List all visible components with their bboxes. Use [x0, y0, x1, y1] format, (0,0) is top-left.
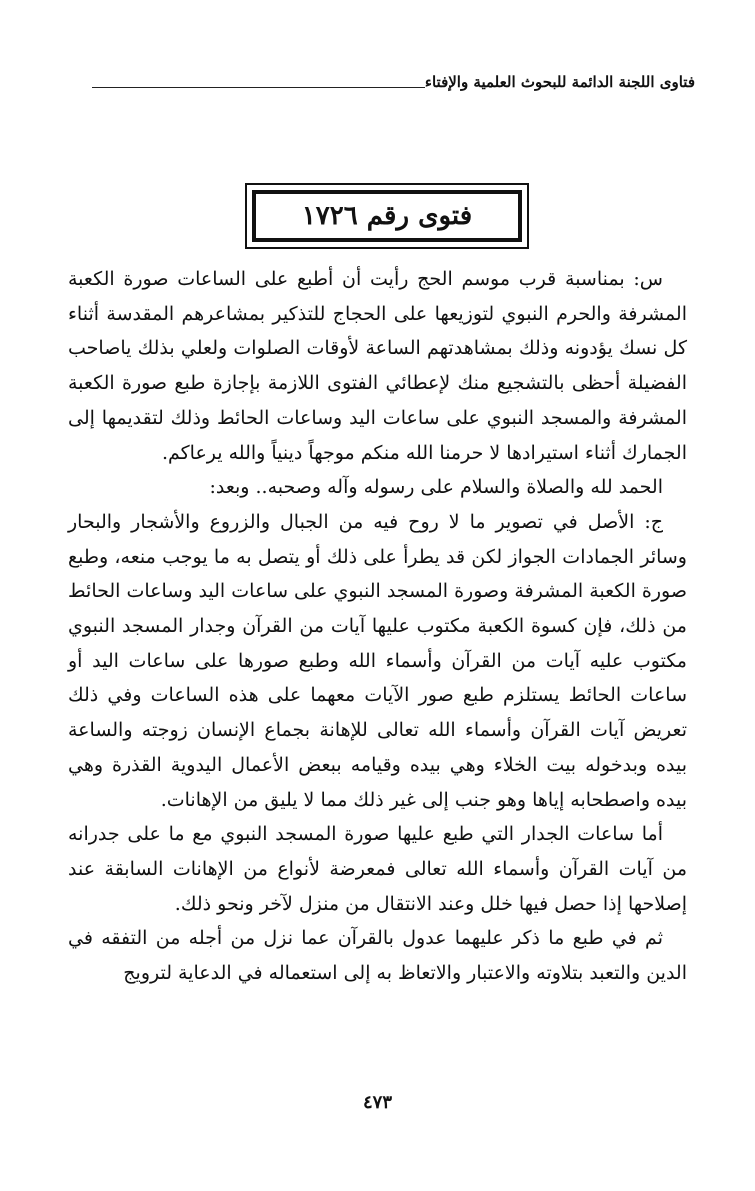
praise-paragraph: الحمد لله والصلاة والسلام على رسوله وآله وصحبه.. وبعد: — [209, 476, 663, 499]
closing-paragraph: ثم في طبع ما ذكر عليهما عدول بالقرآن عما نزل من أجله من التفقه في الدين والتعبد بتلاوته والاعتبار والاتعاظ به إلى استعماله في الدعاية لترويج — [68, 927, 687, 985]
fatwa-title: فتوى رقم ١٧٢٦ — [252, 190, 522, 242]
header-rule — [92, 87, 425, 88]
answer-paragraph: ج: الأصل في تصوير ما لا روح فيه من الجبال والزروع والأشجار والبحار وسائر الجمادات الجواز لكن قد يطرأ على ذلك أو يتصل به ما يوجب منعه، وطبع صورة الكعبة المشرفة وصورة المسجد النبوي على ساعات اليد وساعات الحائط من ذلك، فإن كسوة الكعبة مكتوب عليها آيات من القرآن وجدار المسجد النبوي مكتوب عليه آيات من القرآن وأسماء الله وطبع صورها على ساعات اليد أو ساعات الحائط يستلزم طبع صور الآيات معهما على هذه الساعات وفي ذلك تعريض آيات القرآن وأسماء الله تعالى للإهانة بجماع الإنسان زوجته والساعة بيده وبدخوله بيت الخلاء وهي بيده وقيامه ببعض الأعمال اليدوية القذرة وهي بيده واصطحابه إياها وهو جنب إلى غير ذلك مما لا يليق من الإهانات. — [68, 510, 687, 811]
page-number: ٤٧٣ — [362, 1092, 392, 1113]
question-paragraph: س: بمناسبة قرب موسم الحج رأيت أن أطبع على الساعات صورة الكعبة المشرفة والحرم النبوي لتوزيعها على الحجاج للتذكير بمشاعرهم المقدسة أثناء كل نسك يؤدونه وذلك بمشاهدتهم الساعة لأوقات الصلوات ولعلي بذلك ياصاحب الفضيلة أحظى بالتشجيع منك لإعطائي الفتوى اللازمة بإجازة طبع صورة الكعبة المشرفة والمسجد النبوي على ساعات اليد وساعات الحائط وذلك لتقديمها إلى الجمارك أثناء استيرادها لا حرمنا الله منكم موجهاً دينياً والله يرعاكم. — [68, 268, 687, 464]
running-header — [92, 72, 695, 92]
body-text — [68, 262, 687, 991]
fatwa-title-frame — [245, 183, 529, 249]
wall-clocks-paragraph: أما ساعات الجدار التي طبع عليها صورة المسجد النبوي مع ما على جدرانه من آيات القرآن وأسماء الله تعالى فمعرضة لأنواع من الإهانات السابقة عند إصلاحها إذا حصل فيها خلل وعند الانتقال من منزل لآخر ونحو ذلك. — [68, 823, 687, 915]
running-title: فتاوى اللجنة الدائمة للبحوث العلمية والإفتاء — [424, 73, 695, 91]
